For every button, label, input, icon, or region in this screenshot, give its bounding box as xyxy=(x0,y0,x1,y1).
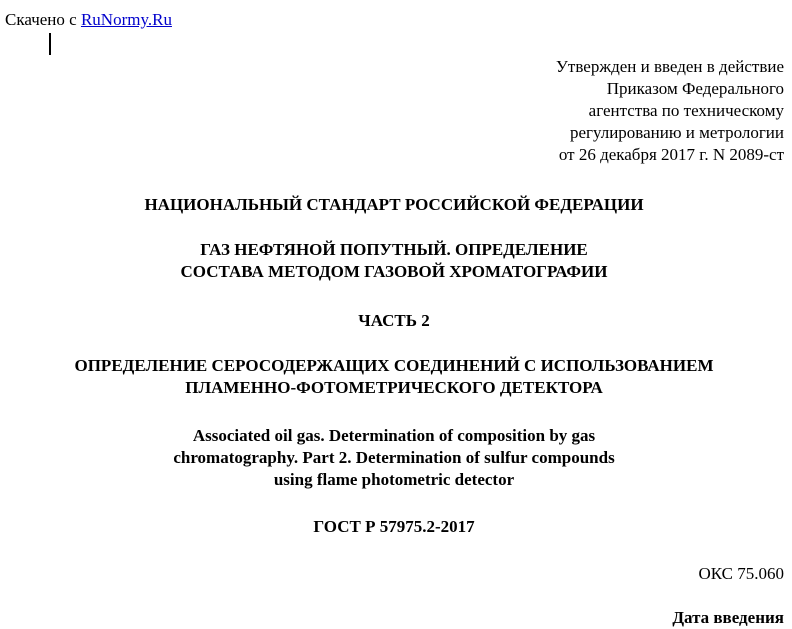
subtitle-line: ПЛАМЕННО-ФОТОМЕТРИЧЕСКОГО ДЕТЕКТОРА xyxy=(185,378,603,397)
oks-code: ОКС 75.060 xyxy=(698,564,784,583)
part-heading xyxy=(0,310,790,332)
approval-line: агентства по техническому xyxy=(588,101,784,120)
english-title-line: Associated oil gas. Determination of composition by gas xyxy=(192,426,596,445)
title-line: ГАЗ НЕФТЯНОЙ ПОПУТНЫЙ. ОПРЕДЕЛЕНИЕ xyxy=(200,240,588,259)
national-standard-text: НАЦИОНАЛЬНЫЙ СТАНДАРТ РОССИЙСКОЙ ФЕДЕРАЦИИ xyxy=(144,195,644,214)
english-title-line: using flame photometric detector xyxy=(273,470,515,489)
approval-block xyxy=(556,56,784,166)
gost-text: ГОСТ Р 57975.2-2017 xyxy=(313,517,475,536)
source-line xyxy=(5,10,172,30)
gost-number xyxy=(0,516,790,538)
approval-line: Утвержден и введен в действие xyxy=(555,57,784,76)
runormy-link[interactable]: RuNormy.Ru xyxy=(80,10,172,29)
approval-line: от 26 декабря 2017 г. N 2089-ст xyxy=(558,145,784,164)
source-prefix: Скачено с xyxy=(5,10,81,29)
part-text: ЧАСТЬ 2 xyxy=(358,311,430,330)
national-standard-heading xyxy=(0,194,790,216)
document-title xyxy=(0,239,790,283)
subtitle-line: ОПРЕДЕЛЕНИЕ СЕРОСОДЕРЖАЩИХ СОЕДИНЕНИЙ С ИСПОЛЬЗОВАНИЕМ xyxy=(74,356,714,375)
approval-line: регулированию и метрологии xyxy=(569,123,784,142)
english-title xyxy=(0,425,790,491)
approval-line: Приказом Федерального xyxy=(606,79,784,98)
title-line: СОСТАВА МЕТОДОМ ГАЗОВОЙ ХРОМАТОГРАФИИ xyxy=(180,262,608,281)
text-cursor xyxy=(49,33,51,55)
date-intro-label: Дата введения xyxy=(672,608,784,627)
english-title-line: chromatography. Part 2. Determination of sulfur compounds xyxy=(173,448,615,467)
document-subtitle xyxy=(0,355,790,399)
